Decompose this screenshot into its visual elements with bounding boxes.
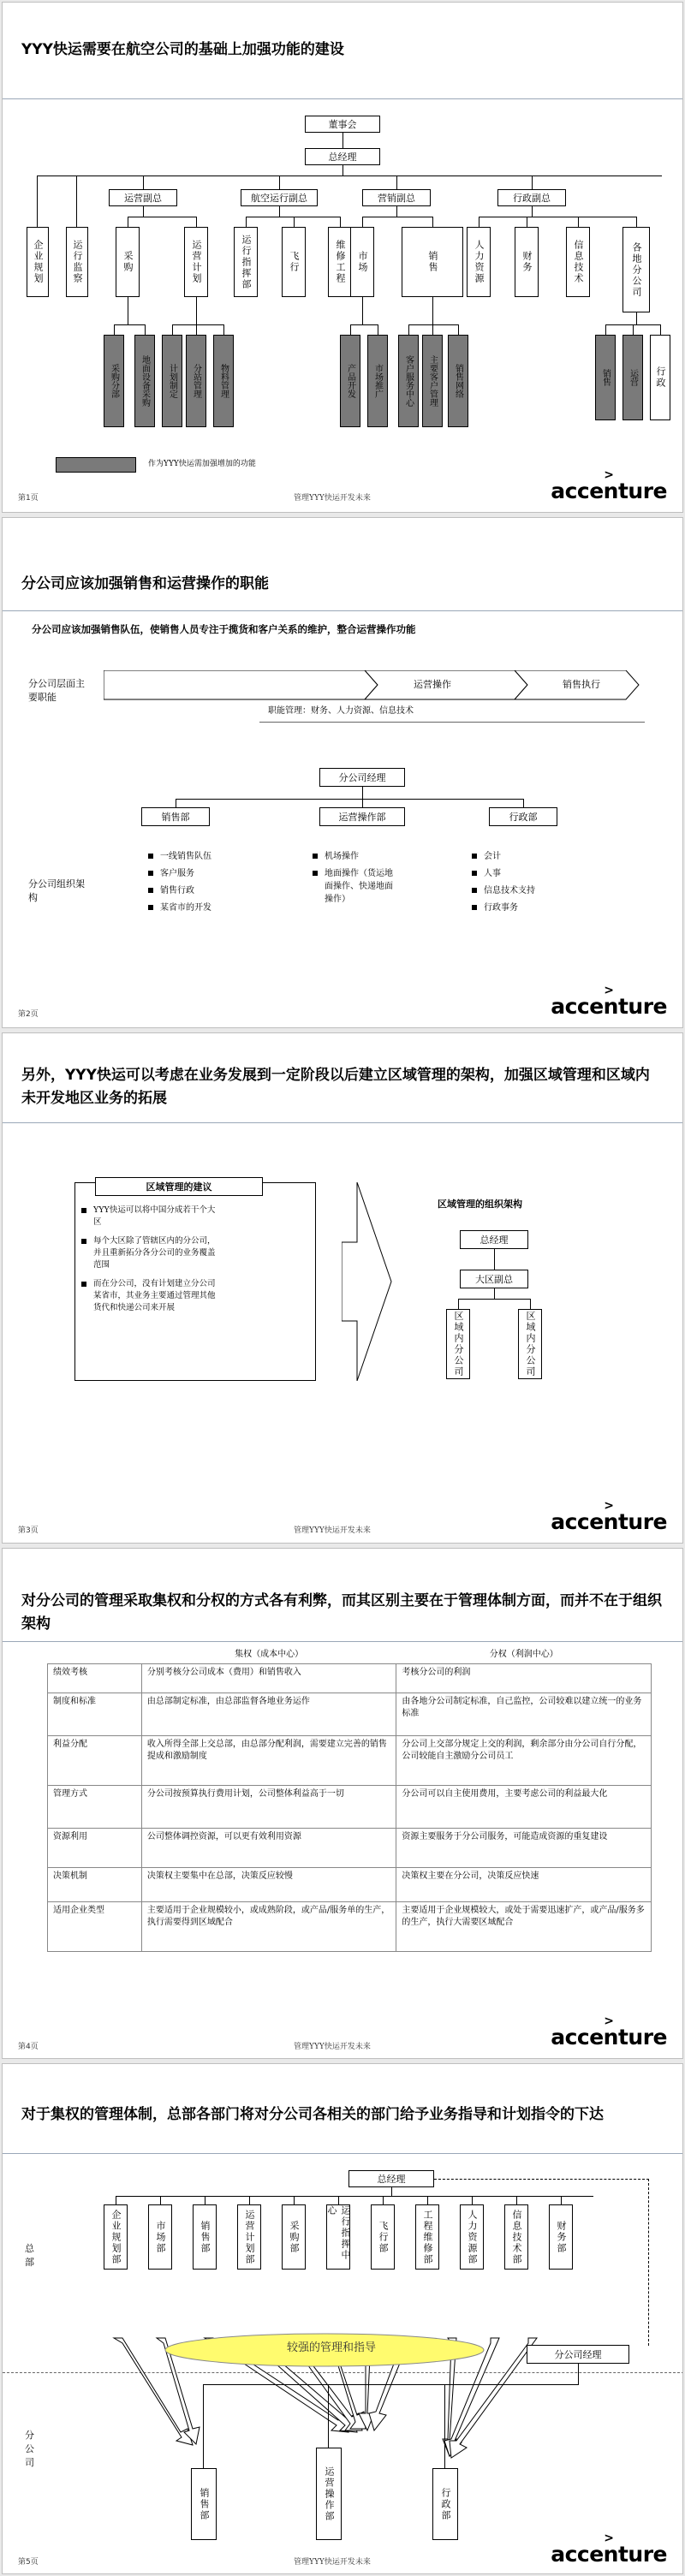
connector <box>530 1299 531 1309</box>
connector <box>396 206 397 217</box>
connector <box>160 2196 161 2204</box>
table-cell: 管理方式 <box>48 1786 142 1829</box>
hq-dept-box: 工程维修部 <box>415 2204 439 2270</box>
table-header-row <box>48 1646 652 1664</box>
org-title: 区域管理的组织架构 <box>438 1199 522 1210</box>
connector <box>472 2196 473 2204</box>
connector <box>444 2384 445 2468</box>
hq-dept-box: 企业规划部 <box>104 2204 128 2270</box>
connector <box>143 176 144 189</box>
title-rule <box>3 2153 682 2154</box>
vp-ops: 运营副总 <box>109 189 177 206</box>
purchase-box: 采购 <box>116 227 140 297</box>
branch-label: 分公司 <box>25 2430 34 2468</box>
regional-branch-box: 区域内分公司 <box>446 1309 470 1379</box>
connector <box>532 176 533 189</box>
title-rule <box>3 1641 682 1642</box>
table-row <box>48 1664 652 1693</box>
table-cell: 分公司按预算执行费用计划，公司整体利益高于一切 <box>141 1786 396 1829</box>
legend-text: 作为YYY快运需加强增加的功能 <box>148 460 256 468</box>
connector <box>76 176 77 227</box>
hq-dept-box: 运行指挥中心 <box>326 2204 350 2270</box>
connector <box>279 206 280 217</box>
connector <box>172 324 223 325</box>
table-cell: 主要适用于企业规模较小，或成熟阶段，或产品/服务单的生产，执行需要得到区域配合 <box>141 1902 396 1952</box>
vp-adm: 行政副总 <box>497 189 566 206</box>
branches-box: 各地分公司 <box>622 227 650 312</box>
table-header <box>48 1646 142 1664</box>
list-item: 机场操作 <box>313 850 398 863</box>
connector <box>294 217 295 227</box>
connector <box>458 1299 530 1300</box>
hq-dept-box: 市场部 <box>148 2204 172 2270</box>
table-cell: 资源主要服务于分公司服务，可能造成资源的重复建设 <box>396 1829 652 1868</box>
table-cell: 收入所得全部上交总部，由总部分配利润，需要建立完善的销售提成和激励制度 <box>141 1736 396 1786</box>
connector <box>523 799 524 807</box>
slide-title: 另外，YYY快运可以考虑在业务发展到一定阶段以后建立区域管理的架构，加强区域管理和区域内未开发地区业务的拓展 <box>21 1067 650 1107</box>
gray-box: 销售 <box>595 335 616 420</box>
connector <box>408 324 409 335</box>
connector <box>350 324 378 325</box>
row-label: 分公司层面主要职能 <box>28 678 85 703</box>
hq-dept-box: 信息技术部 <box>504 2204 528 2270</box>
monitor-box: 运行监察 <box>66 227 88 297</box>
title-rule <box>3 98 682 99</box>
connector <box>458 324 459 335</box>
board-box: 董事会 <box>305 116 380 133</box>
connector <box>479 217 480 227</box>
hq-dept-box: 采购部 <box>282 2204 306 2270</box>
comparison-table <box>47 1646 652 1952</box>
table-cell: 决策权主要集中在总部，决策反应较慢 <box>141 1868 396 1902</box>
table-cell: 公司整体调控资源，可以更有效利用资源 <box>141 1829 396 1868</box>
connector <box>383 2196 384 2204</box>
footer-text: 管理YYY快运开发未来 <box>294 1526 371 1535</box>
branch-manager-box: 分公司经理 <box>319 768 405 787</box>
flight-box: 飞行 <box>282 227 306 297</box>
connector <box>408 324 458 325</box>
connector <box>605 324 606 335</box>
list-item: 行政事务 <box>472 901 600 914</box>
table-cell: 分别考核分公司成本（费用）和销售收入 <box>141 1664 396 1693</box>
table-cell: 绩效考核 <box>48 1664 142 1693</box>
gray-box: 主要客户管理 <box>422 335 443 427</box>
connector <box>249 2196 250 2204</box>
slide-title: YYY快运需要在航空公司的基础上加强功能的建设 <box>21 41 344 58</box>
connector <box>342 165 343 176</box>
table-cell: 主要适用于企业规模较大，或处于需要迅速扩产，或产品/服务多的生产，执行大需要区域配合 <box>396 1902 652 1952</box>
connector <box>294 2196 295 2204</box>
connector <box>114 324 115 335</box>
table-cell: 适用企业类型 <box>48 1902 142 1952</box>
table-cell: 资源利用 <box>48 1829 142 1868</box>
regional-branch-box: 区域内分公司 <box>518 1309 542 1379</box>
it-box: 信息技术 <box>566 227 590 297</box>
regional-vp-box: 大区副总 <box>460 1270 528 1288</box>
connector <box>362 217 363 227</box>
connector <box>259 722 645 723</box>
hq-label: 总部 <box>25 2243 34 2268</box>
page-number: 第3页 <box>18 1526 39 1535</box>
connector <box>516 2196 517 2204</box>
accenture-logo: > accenture <box>551 1499 667 1534</box>
admin-items <box>472 850 600 914</box>
table-cell: 决策权主要在分公司，决策反应快速 <box>396 1868 652 1902</box>
connector <box>432 297 433 324</box>
accenture-logo: > accenture <box>551 2014 667 2049</box>
table-row <box>48 1693 652 1736</box>
table-cell: 由各地分公司制定标准，自己监控，公司较难以建立统一的业务标准 <box>396 1693 652 1736</box>
big-arrow <box>342 1182 393 1381</box>
market-box: 市场 <box>350 227 374 297</box>
branch-dept-box: 行政部 <box>432 2468 458 2540</box>
legend-swatch <box>56 457 136 473</box>
connector <box>396 176 397 189</box>
connector <box>342 133 343 148</box>
table-header: 分权（利润中心） <box>489 1650 558 1659</box>
gray-box: 分站管理 <box>186 335 206 427</box>
slide-3 <box>2 1032 683 1544</box>
connector <box>494 1288 495 1299</box>
proposal-bullets <box>81 1205 218 1314</box>
branch-manager-box: 分公司经理 <box>527 2345 629 2364</box>
gray-box: 销售网络 <box>448 335 468 427</box>
gray-box: 采购分部 <box>104 335 124 427</box>
list-item: 客户服务 <box>148 867 285 880</box>
connector <box>172 324 173 335</box>
connector <box>561 2196 562 2204</box>
list-item: 销售行政 <box>148 884 285 897</box>
title-rule <box>3 1122 682 1123</box>
title-rule <box>3 610 682 611</box>
connector <box>143 206 144 217</box>
list-item: 一线销售队伍 <box>148 850 285 863</box>
connector <box>196 217 197 227</box>
gray-box: 产品开发 <box>340 335 360 427</box>
table-header: 集权（成本中心） <box>235 1650 304 1659</box>
list-item: 某省市的开发 <box>148 901 285 914</box>
dept-sales: 销售部 <box>141 807 210 826</box>
gray-box: 计划制定 <box>162 335 182 427</box>
table-row <box>48 1786 652 1829</box>
connector <box>660 324 661 335</box>
connector <box>636 217 637 227</box>
func-mgmt-text: 职能管理：财务、人力资源、信息技术 <box>268 706 414 716</box>
guidance-arrows <box>3 2270 683 2526</box>
table-row <box>48 1736 652 1786</box>
gray-box: 地面设备采购 <box>134 335 155 427</box>
table-row <box>48 1829 652 1868</box>
slide-title: 对于集权的管理体制，总部各部门将对分公司各相关的部门给予业务指导和计划指令的下达 <box>21 2106 604 2123</box>
footer-text: 管理YYY快运开发未来 <box>294 2558 371 2567</box>
hr-box: 人力资源 <box>467 227 491 297</box>
accenture-logo: > accenture <box>551 984 667 1019</box>
connector <box>362 799 363 807</box>
slide-4 <box>2 1548 683 2059</box>
connector <box>350 324 351 335</box>
gm-box: 总经理 <box>460 1230 528 1249</box>
table-cell: 决策机制 <box>48 1868 142 1902</box>
page-number: 第1页 <box>18 494 39 503</box>
connector <box>176 799 523 800</box>
list-item: YYY快运可以将中国分成若干个大区 <box>81 1205 218 1229</box>
table-cell: 分公司可以自主使用费用，主要考虑公司的利益最大化 <box>396 1786 652 1829</box>
gray-box: 市场推广 <box>367 335 388 427</box>
branch-dept-box: 销售部 <box>191 2468 217 2540</box>
planning-box: 企业规划 <box>27 227 49 297</box>
slide-1 <box>2 2 683 513</box>
finance-box: 财务 <box>515 227 539 297</box>
hq-dept-box: 运营计划部 <box>237 2204 261 2270</box>
slide-2 <box>2 517 683 1028</box>
gm-box: 总经理 <box>305 148 380 165</box>
list-item: 人事 <box>472 867 600 880</box>
gm-box: 总经理 <box>348 2170 434 2187</box>
connector <box>532 206 533 217</box>
slide-5 <box>2 2063 683 2574</box>
list-item: 而在分公司，没有计划建立分公司某省市，其业务主要通过管理其他货代和快递公司来开展 <box>81 1278 218 1314</box>
footer-text: 管理YYY快运开发未来 <box>294 2043 371 2051</box>
connector <box>340 217 341 227</box>
connector <box>391 2187 392 2196</box>
connector <box>37 176 38 227</box>
table-cell: 分公司上交部分规定上交的利润，剩余部分由分公司自行分配，公司较能自主激励分公司员工 <box>396 1736 652 1786</box>
hq-dept-box: 飞行部 <box>371 2204 395 2270</box>
vp-mkt: 营销副总 <box>362 189 431 206</box>
table-row <box>48 1902 652 1952</box>
gray-box: 物料管理 <box>213 335 234 427</box>
table-cell: 由总部制定标准，由总部监督各地业务运作 <box>141 1693 396 1736</box>
connector <box>246 217 247 227</box>
hq-dept-box: 销售部 <box>193 2204 217 2270</box>
list-item: 每个大区除了管辖区内的分公司，并且重新拓分各分公司的业务覆盖范围 <box>81 1235 218 1271</box>
connector <box>279 176 280 189</box>
connector <box>432 217 433 227</box>
proposal-title: 区域管理的建议 <box>95 1177 263 1196</box>
ops-command-box: 运行指挥部 <box>234 227 258 297</box>
connector <box>458 1299 459 1309</box>
vp-air: 航空运行副总 <box>241 189 318 206</box>
connector <box>203 2384 579 2385</box>
sales-box: 销售 <box>402 227 463 297</box>
slide-title: 分公司应该加强销售和运营操作的职能 <box>21 575 269 592</box>
connector <box>362 297 363 324</box>
slide-title: 对分公司的管理采取集权和分权的方式各有利弊，而其区别主要在于管理体制方面，而并不在于组织架构 <box>21 1592 662 1633</box>
maintenance-box: 维修工程 <box>328 227 352 297</box>
dept-admin: 行政部 <box>489 807 557 826</box>
page-number: 第5页 <box>18 2558 39 2567</box>
hq-dept-box: 人力资源部 <box>460 2204 484 2270</box>
dept-ops: 运营操作部 <box>319 807 405 826</box>
list-item: 地面操作（货运地面操作、快递地面操作） <box>313 867 398 906</box>
guidance-text: 较强的管理和指导 <box>287 2341 377 2354</box>
connector <box>578 217 579 227</box>
admin-box: 行政 <box>650 335 670 420</box>
connector <box>205 2196 206 2204</box>
table-row <box>48 1868 652 1902</box>
page-number: 第2页 <box>18 1010 39 1019</box>
connector <box>145 324 146 335</box>
slide-subtitle: 分公司应该加强销售队伍，使销售人员专注于揽货和客户关系的维护，整合运营操作功能 <box>32 623 416 635</box>
connector <box>427 2196 428 2204</box>
list-item: 会计 <box>472 850 600 863</box>
branch-dept-box: 运营操作部 <box>316 2448 342 2540</box>
connector <box>494 1249 495 1270</box>
connector <box>114 324 145 325</box>
table-cell: 利益分配 <box>48 1736 142 1786</box>
page-number: 第4页 <box>18 2043 39 2051</box>
footer-text: 管理YYY快运开发未来 <box>294 494 371 503</box>
ops-items <box>313 850 398 906</box>
connector <box>196 324 197 335</box>
arrow-sales: 销售执行 <box>563 679 600 690</box>
ops-plan-box: 运营计划 <box>184 227 208 297</box>
connector <box>633 324 634 335</box>
gray-box: 客户服务中心 <box>398 335 419 427</box>
row-label: 分公司组织架构 <box>28 878 85 903</box>
table-cell: 考核分公司的利润 <box>396 1664 652 1693</box>
connector <box>432 324 433 335</box>
gray-box: 运营 <box>622 335 643 420</box>
connector <box>578 2364 579 2384</box>
connector <box>203 2384 204 2468</box>
connector <box>636 312 637 324</box>
accenture-logo: > accenture <box>551 2531 667 2567</box>
connector <box>362 787 363 799</box>
connector <box>338 2196 339 2204</box>
table-cell: 制度和标准 <box>48 1693 142 1736</box>
hq-dept-box: 财务部 <box>549 2204 573 2270</box>
arrow-ops: 运营操作 <box>414 679 451 690</box>
list-item: 信息技术支持 <box>472 884 600 897</box>
accenture-logo: > accenture <box>551 468 667 503</box>
connector <box>223 324 224 335</box>
connector <box>196 297 197 324</box>
sales-items <box>148 850 285 914</box>
